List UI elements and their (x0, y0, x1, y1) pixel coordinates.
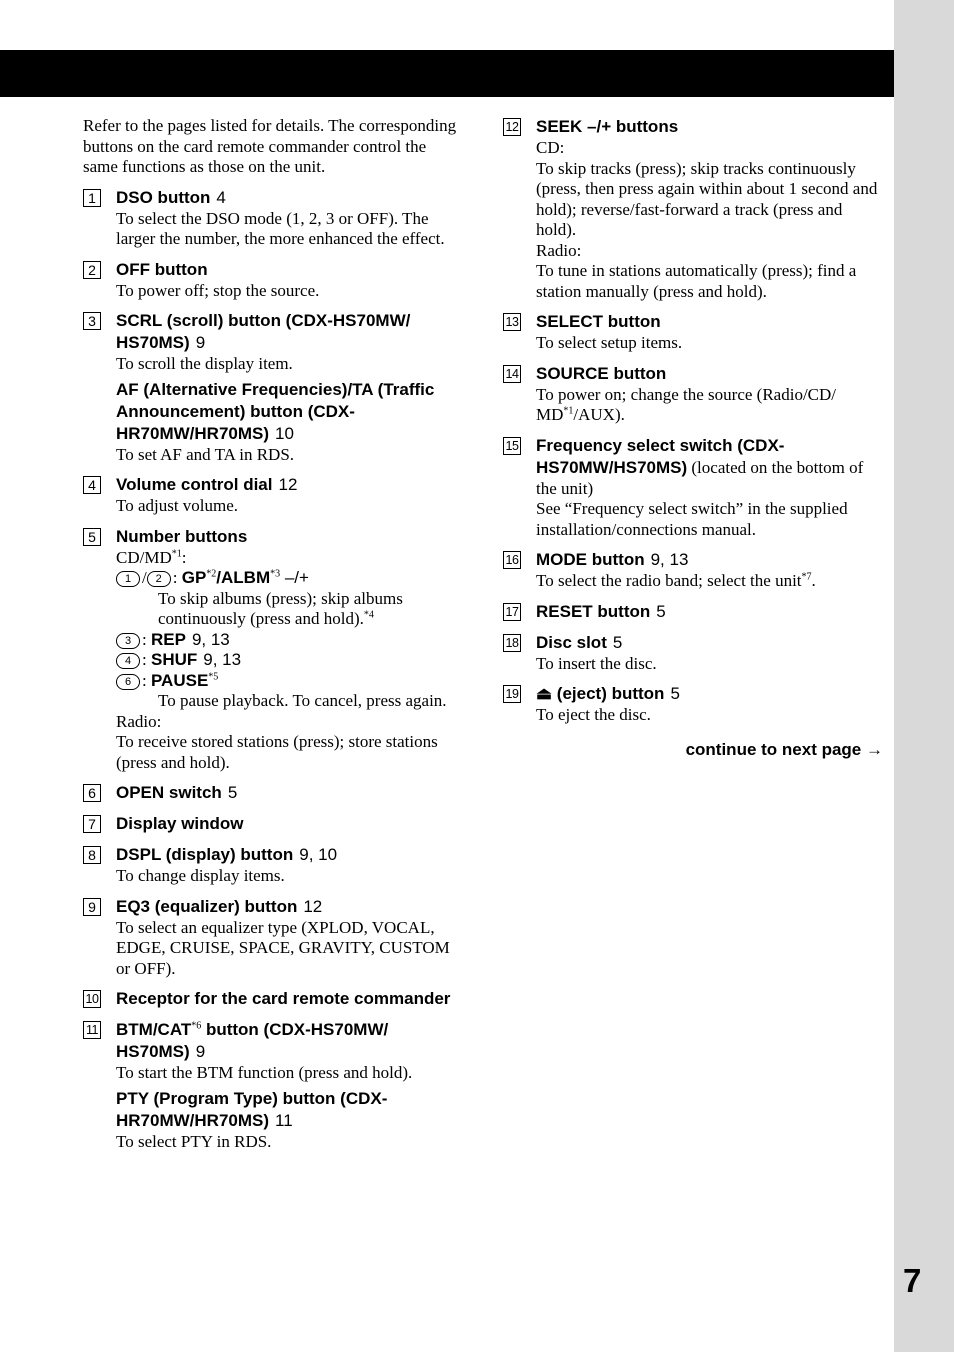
item-number: 3 (83, 312, 101, 330)
item-description: See “Frequency select switch” in the supplied installation/connections manual. (536, 499, 848, 539)
key-4-icon: 4 (116, 653, 140, 669)
item-title: Display window (116, 814, 244, 833)
cd-label: CD: (536, 138, 565, 157)
item-number: 11 (83, 1021, 101, 1039)
radio-description: To receive stored stations (press); store stations (press and hold). (116, 732, 438, 772)
item-6 (83, 782, 463, 804)
item-number: 19 (503, 685, 521, 703)
page-number: 7 (903, 1262, 922, 1299)
item-title: BTM/CAT$^{*6}$ button (CDX-HS70MW/ HS70MS) 9 (116, 1020, 389, 1061)
item-number: 4 (83, 476, 101, 494)
item-title: Frequency select switch (CDX-HS70MW/HS70MS) (located on the bottom of the unit) (536, 435, 864, 498)
item-title: SCRL (scroll) button (CDX-HS70MW/ HS70MS) 9 (116, 311, 411, 352)
item-number: 12 (503, 118, 521, 136)
item-18 (503, 632, 885, 675)
item-number: 16 (503, 551, 521, 569)
key-2-icon: 2 (147, 571, 171, 587)
item-4 (83, 474, 463, 517)
key-6-icon: 6 (116, 674, 140, 690)
arrow-right-icon: → (866, 739, 883, 759)
item-5 (83, 526, 463, 774)
item-number: 2 (83, 261, 101, 279)
item-3 (83, 310, 463, 465)
item-title: Disc slot 5 (536, 632, 623, 652)
continue-note: continue to next page → (685, 739, 883, 759)
item-description: To adjust volume. (116, 496, 239, 515)
item-description: To change display items. (116, 866, 285, 885)
item-title: ⏏ (eject) button 5 (536, 684, 680, 703)
item-title: DSPL (display) button 9, 10 (116, 845, 338, 864)
item-number: 5 (83, 528, 101, 546)
item-number: 7 (83, 815, 101, 833)
radio-label: Radio: (116, 711, 162, 731)
item-title: Number buttons (116, 526, 248, 546)
item-description: To insert the disc. (536, 653, 657, 673)
item-description: To select setup items. (536, 333, 683, 352)
item-15 (503, 435, 885, 541)
key-6-row: 6 : PAUSE$^{*5}$ (116, 671, 463, 692)
item-12 (503, 116, 885, 302)
item-7 (83, 813, 463, 835)
item-number: 18 (503, 634, 521, 652)
item-subtitle: PTY (Program Type) button (CDX-HR70MW/HR70MS) 11 (116, 1088, 388, 1130)
item-number: 14 (503, 365, 521, 383)
item-title: SELECT button (536, 312, 661, 331)
item-19 (503, 683, 885, 726)
item-subtitle: AF (Alternative Frequencies)/TA (Traffic Announcement) button (CDX-HR70MW/HR70MS) 10 (116, 379, 435, 443)
item-description: To select an equalizer type (XPLOD, VOCAL, EDGE, CRUISE, SPACE, GRAVITY, CUSTOM or OFF). (116, 917, 450, 978)
item-number: 9 (83, 898, 101, 916)
item-description: To eject the disc. (536, 705, 651, 724)
item-1 (83, 187, 463, 250)
radio-description: To tune in stations automatically (press); find a station manually (press and hold). (536, 261, 857, 301)
item-number: 1 (83, 189, 101, 207)
right-column (503, 116, 885, 760)
item-title: OFF button (116, 259, 208, 279)
item-10 (83, 988, 463, 1010)
item-number: 13 (503, 313, 521, 331)
intro-text: Refer to the pages listed for details. The corresponding buttons on the card remote commander control the same functions as those on the unit. (83, 116, 457, 176)
item-number: 15 (503, 437, 521, 455)
item-title: OPEN switch 5 (116, 783, 238, 802)
item-description: To power off; stop the source. (116, 280, 320, 300)
item-8 (83, 844, 463, 887)
item-2 (83, 259, 463, 302)
item-description: To select the radio band; select the unit$^{*7}$. (536, 571, 816, 590)
eject-icon: ⏏ (536, 684, 553, 703)
item-description: To scroll the display item. (116, 354, 293, 373)
item-17 (503, 601, 885, 623)
left-column (83, 116, 463, 1161)
item-14 (503, 363, 885, 426)
cd-description: To skip tracks (press); skip tracks continuously (press, then press again within about 1 second and hold); reverse/fast-forward a track (press and hold). (536, 158, 878, 239)
item-title: SEEK –/+ buttons (536, 117, 679, 136)
key-1-2-row: 1 / 2 : GP$^{*2}$/ALBM$^{*3}$ –/+ (116, 568, 463, 589)
key-4-row: 4 : SHUF 9, 13 (116, 650, 463, 671)
item-description: To power on; change the source (Radio/CD/ MD$^{*1}$/AUX). (536, 384, 837, 424)
item-title: DSO button 4 (116, 187, 226, 207)
item-number: 17 (503, 603, 521, 621)
item-subdescription: To select PTY in RDS. (116, 1131, 272, 1151)
item-title: MODE button 9, 13 (536, 550, 689, 569)
item-title: SOURCE button (536, 363, 667, 383)
cdmd-label: CD/MD$^{*1}$: (116, 547, 187, 567)
item-16 (503, 549, 885, 592)
side-tab (894, 0, 954, 1352)
item-13 (503, 311, 885, 354)
key-3-icon: 3 (116, 633, 140, 649)
pause-description: To pause playback. To cancel, press again. (158, 691, 447, 710)
item-subdescription: To set AF and TA in RDS. (116, 444, 295, 464)
item-number: 6 (83, 784, 101, 802)
key-3-row: 3 : REP 9, 13 (116, 630, 463, 651)
item-description: To start the BTM function (press and hold). (116, 1063, 413, 1082)
key-1-icon: 1 (116, 571, 140, 587)
item-number: 8 (83, 846, 101, 864)
header-bar (0, 50, 894, 97)
item-title: RESET button 5 (536, 601, 666, 621)
item-title: Volume control dial 12 (116, 475, 298, 494)
item-11 (83, 1019, 463, 1152)
item-description: To select the DSO mode (1, 2, 3 or OFF). The larger the number, the more enhanced the effect. (116, 208, 445, 248)
item-title: EQ3 (equalizer) button 12 (116, 896, 323, 916)
gp-albm-description: To skip albums (press); skip albums continuously (press and hold).$^{*4}$ (158, 588, 403, 628)
item-9 (83, 896, 463, 980)
radio-label: Radio: (536, 240, 582, 260)
item-title: Receptor for the card remote commander (116, 989, 451, 1008)
item-number: 10 (83, 990, 101, 1008)
